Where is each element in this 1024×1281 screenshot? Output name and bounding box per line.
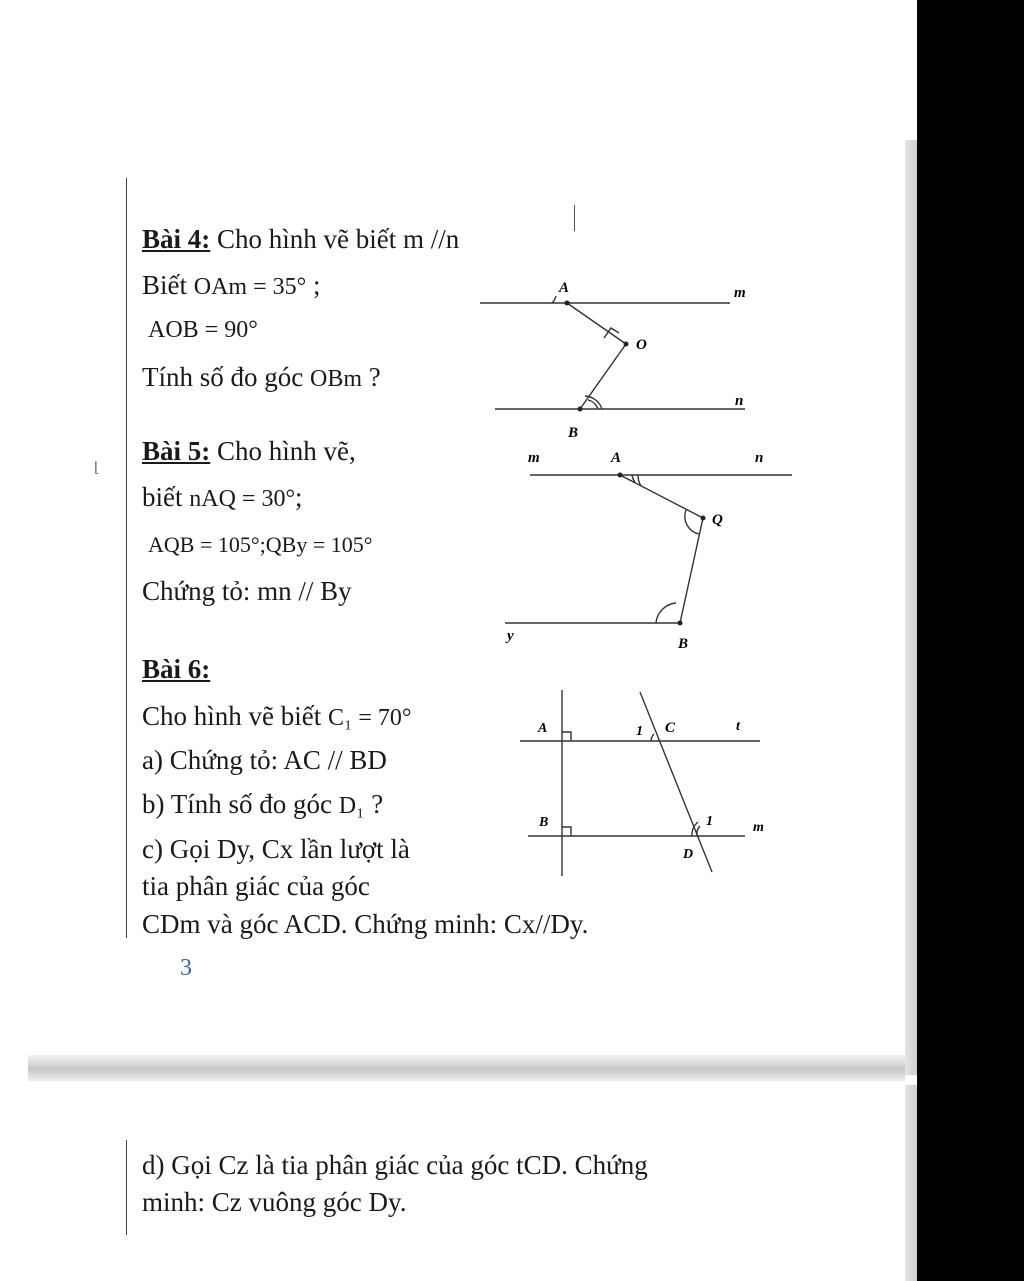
- bai5-line1-math: nAQ = 30°: [189, 486, 296, 512]
- label-m5: m: [528, 450, 540, 466]
- angle-mark-b5: [656, 603, 676, 623]
- label-one-d: 1: [706, 814, 713, 829]
- segment-aq: [620, 475, 703, 518]
- point-q: [701, 516, 706, 521]
- bai4-line1-math: OAm = 35°: [193, 274, 307, 300]
- label-a4: A: [559, 280, 570, 296]
- label-b5: B: [678, 636, 689, 652]
- segment-ao: [567, 303, 626, 344]
- label-a6: A: [538, 721, 548, 736]
- label-b4: B: [568, 425, 579, 441]
- bai4-line3-pre: Tính số đo góc: [142, 362, 310, 392]
- bai6-line1-math: C₁ = 70°: [327, 705, 412, 731]
- label-n4: n: [735, 393, 744, 409]
- segment-ob: [580, 344, 626, 409]
- label-t6: t: [736, 719, 740, 734]
- angle-mark-q: [685, 510, 699, 534]
- bai6-line-c2: tia phân giác của góc: [142, 871, 370, 901]
- bai4-line1-pre: Biết: [142, 270, 194, 300]
- bai6-line-c1: c) Gọi Dy, Cx lần lượt là: [142, 834, 410, 864]
- figure-bai4: [480, 296, 745, 409]
- angle-mark-d1-a: [697, 826, 700, 836]
- label-a5: A: [611, 450, 622, 466]
- bai5-line1-pre: biết: [142, 482, 190, 512]
- transversal-cd: [640, 692, 712, 872]
- bai4-text: Cho hình vẽ biết m //n: [210, 224, 460, 254]
- label-c6: C: [665, 720, 676, 736]
- point-b4: [578, 407, 583, 412]
- bai4-line1-post: ;: [306, 270, 321, 300]
- bai6-line-c3: CDm và góc ACD. Chứng minh: Cx//Dy.: [142, 909, 589, 939]
- page-number: 3: [180, 955, 192, 981]
- point-a5: [618, 473, 623, 478]
- label-d6: D: [683, 847, 694, 862]
- bai6-line-b-post: ?: [364, 789, 384, 819]
- bai4-heading: Bài 4:: [142, 224, 211, 254]
- right-angle-b6: [562, 827, 571, 836]
- label-one-c: 1: [636, 724, 643, 739]
- point-b5: [678, 621, 683, 626]
- label-b6: B: [539, 815, 549, 830]
- label-m6: m: [753, 820, 764, 835]
- bai6-line-b-math: D₁: [338, 793, 365, 819]
- next-line-d2: minh: Cz vuông góc Dy.: [142, 1187, 407, 1217]
- bai5-line2: AQB = 105°;QBy = 105°: [148, 532, 373, 557]
- segment-qb: [680, 518, 703, 623]
- black-side-bar: [917, 0, 1024, 1281]
- next-line-d1: d) Gọi Cz là tia phân giác của góc tCD. Chứng: [142, 1150, 648, 1180]
- bai5-heading: Bài 5:: [142, 436, 211, 466]
- bai6-line-b-pre: b) Tính số đo góc: [142, 789, 339, 819]
- point-o: [624, 342, 629, 347]
- margin-mark: ⌊: [94, 461, 100, 476]
- label-o: O: [636, 337, 647, 353]
- label-n5: n: [755, 450, 764, 466]
- bai4-line2: AOB = 90°: [148, 317, 258, 343]
- angle-mark-c1: [651, 734, 654, 741]
- bai4-line3-post: ?: [362, 362, 381, 392]
- label-q: Q: [712, 512, 723, 528]
- angle-mark-a4: [552, 296, 556, 303]
- point-a4: [565, 301, 570, 306]
- right-angle-a6: [562, 732, 571, 741]
- label-m4: m: [734, 285, 746, 301]
- bai5-line1-post: ;: [295, 482, 303, 512]
- bai5-text: Cho hình vẽ,: [210, 436, 356, 466]
- bai5-line3: Chứng tỏ: mn // By: [142, 576, 352, 606]
- figure-bai5: [505, 475, 792, 623]
- label-y: y: [507, 628, 514, 644]
- bai6-line1-pre: Cho hình vẽ biết: [142, 701, 328, 731]
- bai4-line3-math: OBm: [310, 366, 363, 392]
- figure-bai6: [520, 690, 760, 876]
- bai6-heading: Bài 6:: [142, 654, 211, 684]
- bai6-line-a: a) Chứng tỏ: AC // BD: [142, 745, 387, 775]
